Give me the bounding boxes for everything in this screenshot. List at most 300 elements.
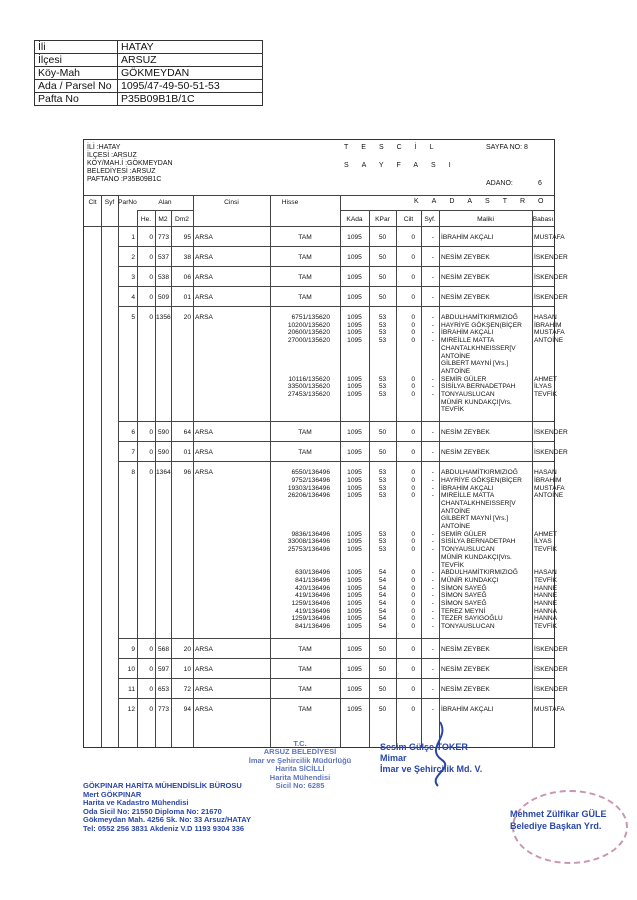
cell-hisse: 1259/136496 [291,615,330,623]
cell-babasi: İSKENDER [534,665,568,673]
parcel-info-table [34,40,263,106]
cell-cilt: 0 [411,600,415,607]
cell-cinsi: ARSA [195,254,213,261]
cell-kpar: 53 [378,469,387,477]
info-row [35,41,263,54]
info-value: HATAY [118,41,263,54]
cell-cilt: 0 [411,492,415,500]
cell-maliki: SEMİR GÜLER [441,530,487,538]
cell-hisse: 10116/135620 [288,375,330,383]
info-row [35,67,263,80]
cell-kada: 1095 [347,645,362,653]
cell-hisse: 20600/135620 [287,329,330,337]
signature-icon [420,718,460,788]
col-header-dm2: Dm2 [175,216,189,223]
column-divider [193,195,194,747]
cell-parno: 2 [131,254,135,261]
cell-kpar: 50 [378,429,387,437]
cell-kada: 1095 [347,314,362,321]
cell-syf2: - [431,469,434,477]
cell-syf2: - [431,546,434,554]
cell-cinsi: ARSA [195,294,213,301]
subheader-rule [137,210,193,211]
header-adano-value: 6 [538,180,542,187]
col-header-clt: Clt [88,199,97,206]
cell-cilt: 0 [411,584,415,592]
header-title-sayfasi: SAYFASI [344,162,464,169]
cell-cinsi: ARSA [195,469,213,477]
cell-parno: 5 [131,314,135,321]
cell-babasi: AHMET [534,375,558,383]
cell-cilt: 0 [411,469,415,477]
cell-maliki: GİLBERT MAYNİ [Vrs.] [441,515,509,523]
cell-syf2: - [431,685,434,693]
cell-hisse: TAM [298,449,312,457]
cell-dm2: 38 [183,254,191,261]
cell-maliki: İBRAHİM AKÇALI [441,329,494,337]
cell-kpar: 54 [378,592,387,600]
cell-parno: 7 [131,449,135,457]
cell-babasi: İBRAHİM [534,476,562,484]
cell-babasi: İSKENDER [534,429,568,437]
cell-babasi: İSKENDER [534,294,568,301]
cell-maliki: MÜNİR KUNDAKÇI [441,576,499,584]
col-header-kada: KAda [346,216,363,223]
cell-maliki: CHANTALKHNEISSER[V [441,499,516,507]
row-separator [118,698,554,699]
cell-m2: 597 [157,665,169,673]
cell-hisse: 841/136496 [295,576,330,584]
info-row [35,54,263,67]
cell-kpar: 53 [378,484,387,492]
cell-kada: 1095 [347,274,362,281]
cell-babasi: TEVFİK [534,623,558,631]
cell-maliki: TONYAUSLUCAN [441,391,495,398]
cell-maliki: HAYRİYE GÖKŞEN(BİÇER [441,321,522,329]
cell-m2: 1356 [156,314,171,321]
cell-kada: 1095 [347,383,362,391]
info-value: GÖKMEYDAN [118,67,263,80]
cell-kada: 1095 [347,321,362,329]
cell-cinsi: ARSA [195,665,213,673]
cell-cinsi: ARSA [195,645,213,653]
cell-maliki: İBRAHİM AKÇALI [441,484,494,492]
cell-kada: 1095 [347,538,362,546]
header-info-line: İLÇESİ :ARSUZ [87,152,137,159]
cell-cinsi: ARSA [195,705,213,713]
cell-kpar: 50 [378,645,387,653]
cell-kpar: 54 [378,623,387,631]
cell-kada: 1095 [347,476,362,484]
cell-kpar: 54 [378,576,387,584]
cell-maliki: NESİM ZEYBEK [441,274,490,281]
cell-kpar: 53 [378,329,387,337]
cell-maliki: MIREİLLE MATTA [441,492,495,500]
cell-syf2: - [431,623,434,631]
cell-cilt: 0 [411,705,415,713]
cell-kpar: 50 [378,274,387,281]
cell-kpar: 53 [378,391,387,398]
cell-maliki: MÜNİR KUNDAKÇI[Vrs. [441,553,512,561]
cell-babasi: İLYAS [534,383,552,391]
cell-babasi: MUSTAFA [534,484,565,492]
cell-maliki: GİLBERT MAYNİ [Vrs.] [441,360,509,368]
cell-maliki: ANTOİNE [441,352,471,360]
municipality-stamp-line: Harita Mühendisi [269,772,331,782]
cell-maliki: MIREİLLE MATTA [441,337,495,345]
cell-kpar: 54 [378,607,387,615]
cell-hisse: 25753/136496 [287,546,330,554]
company-stamp-line: Harita ve Kadastro Mühendisi [83,798,189,808]
cell-syf2: - [431,234,434,241]
cell-m2: 773 [157,234,169,241]
cell-syf2: - [431,321,434,329]
cell-cilt: 0 [411,476,415,484]
cell-babasi: ANTOİNE [534,337,564,345]
col-header-babasi: Babası [532,216,554,223]
cell-syf2: - [431,600,434,607]
cell-dm2: 64 [183,429,191,437]
cell-babasi: İSKENDER [534,685,568,693]
cell-babasi: TEVFİK [534,546,558,554]
cell-kada: 1095 [347,569,362,577]
municipality-stamp [230,740,370,790]
col-header-syf2: Syf. [424,216,436,223]
cell-kada: 1095 [347,484,362,492]
column-divider [101,195,102,747]
cell-syf2: - [431,530,434,538]
cell-dm2: 06 [183,274,191,281]
cell-hisse: TAM [298,685,312,693]
cell-kpar: 50 [378,294,387,301]
municipality-stamp-line: T.C. [293,739,307,748]
company-stamp-line: Mert GÖKPINAR [83,789,142,799]
cell-hisse: 6550/136496 [291,469,330,477]
cell-kpar: 53 [378,476,387,484]
cell-m2: 653 [157,685,169,693]
cell-cilt: 0 [411,538,415,546]
cell-hisse: 27453/135620 [287,391,330,398]
cell-cilt: 0 [411,234,415,241]
cell-maliki: MÜNİR KUNDAKÇI[Vrs. [441,398,512,406]
cell-maliki: NESİM ZEYBEK [441,685,490,693]
row-separator [118,658,554,659]
cell-kada: 1095 [347,600,362,607]
cell-dm2: 94 [183,705,191,713]
cell-dm2: 72 [183,685,191,693]
cell-maliki: TONYAUSLUCAN [441,546,495,554]
cell-kada: 1095 [347,576,362,584]
cell-maliki: TEZER SAYIGOĞLU [441,615,503,623]
cell-kpar: 53 [378,492,387,500]
cell-kada: 1095 [347,615,362,623]
cell-m2: 538 [157,274,169,281]
cell-syf2: - [431,569,434,577]
row-separator [118,461,554,462]
cell-kpar: 50 [378,449,387,457]
cell-kada: 1095 [347,449,362,457]
cell-dm2: 01 [183,294,191,301]
cell-cinsi: ARSA [195,429,213,437]
row-separator [118,266,554,267]
column-divider [439,210,440,747]
info-value: ARSUZ [118,54,263,67]
info-value: 1095/47-49-50-51-53 [118,80,263,93]
cell-he: 0 [149,685,153,693]
cell-syf2: - [431,375,434,383]
cell-kada: 1095 [347,685,362,693]
cell-syf2: - [431,274,434,281]
header-rule [84,195,554,196]
cell-babasi: HANNA [534,615,558,623]
cell-syf2: - [431,584,434,592]
cell-cilt: 0 [411,645,415,653]
info-key: Pafta No [35,93,118,106]
cell-syf2: - [431,449,434,457]
cell-he: 0 [149,274,153,281]
cell-cilt: 0 [411,569,415,577]
cell-maliki: İBRAHİM AKÇALI [441,234,494,241]
cell-hisse: 9836/136496 [291,530,330,538]
deputy-mayor-stamp-line: Mehmet Zülfikar GÜLE [510,809,607,819]
cell-kada: 1095 [347,607,362,615]
cell-kpar: 53 [378,530,387,538]
cell-babasi: İBRAHİM [534,321,562,329]
cell-maliki: ANTOİNE [441,507,471,515]
cell-babasi: HASAN [534,469,557,477]
cell-maliki: NESİM ZEYBEK [441,429,490,437]
cell-syf2: - [431,476,434,484]
cell-hisse: 26206/136496 [287,492,330,500]
cell-hisse: 419/136496 [295,592,330,600]
cell-kada: 1095 [347,254,362,261]
cell-cilt: 0 [411,254,415,261]
col-header-m2: M2 [158,216,168,223]
cell-he: 0 [149,705,153,713]
cell-cilt: 0 [411,337,415,345]
info-key: İli [35,41,118,54]
col-header-cilt2: Cilt [403,216,414,223]
cell-m2: 773 [157,705,169,713]
cell-syf2: - [431,329,434,337]
cell-babasi: İSKENDER [534,645,568,653]
cell-syf2: - [431,294,434,301]
cell-babasi: TEVFİK [534,576,558,584]
info-key: Ada / Parsel No [35,80,118,93]
cell-maliki: SİMON SAYEĞ [441,592,487,600]
cell-syf2: - [431,391,434,398]
cell-kada: 1095 [347,469,362,477]
cell-kpar: 53 [378,538,387,546]
cell-cilt: 0 [411,429,415,437]
cell-babasi: İSKENDER [534,274,568,281]
cell-babasi: HANNA [534,607,558,615]
cell-m2: 537 [157,254,169,261]
cell-babasi: HANNE [534,600,558,607]
subheader-rule [340,210,554,211]
cell-he: 0 [149,294,153,301]
cell-kada: 1095 [347,391,362,398]
cell-cilt: 0 [411,383,415,391]
cell-maliki: TONYAUSLUCAN [441,623,495,631]
cell-cilt: 0 [411,576,415,584]
cell-cilt: 0 [411,623,415,631]
info-key: İlçesi [35,54,118,67]
architect-stamp-line: Sesim Gülşe TOKER [380,742,468,752]
cell-kada: 1095 [347,546,362,554]
cell-cinsi: ARSA [195,449,213,457]
cell-hisse: TAM [298,429,312,437]
cell-hisse: 420/136496 [295,584,330,592]
cell-syf2: - [431,492,434,500]
cell-maliki: SİSİLYA BERNADETPAH [441,383,516,391]
cell-syf2: - [431,429,434,437]
info-key: Köy-Mah [35,67,118,80]
cell-babasi: MUSTAFA [534,705,565,713]
company-stamp-line: GÖKPINAR HARİTA MÜHENDİSLİK BÜROSU [83,781,242,790]
cell-hisse: 19303/136496 [287,484,330,492]
cell-hisse: 419/136496 [295,607,330,615]
cell-parno: 11 [128,685,135,693]
cell-maliki: SİMON SAYEĞ [441,600,487,607]
cell-cinsi: ARSA [195,274,213,281]
cell-kada: 1095 [347,375,362,383]
cell-parno: 3 [131,274,135,281]
header-info-line: PAFTANO :P35B09B1C [87,176,162,183]
cell-m2: 590 [157,449,169,457]
cell-maliki: TEVFİK [441,406,465,414]
cell-syf2: - [431,254,434,261]
cell-maliki: SİSİLYA BERNADETPAH [441,538,516,546]
cell-cilt: 0 [411,321,415,329]
municipality-stamp-line: İmar ve Şehircilik Müdürlüğü [248,755,352,765]
cell-syf2: - [431,383,434,391]
cell-kada: 1095 [347,623,362,631]
cell-syf2: - [431,615,434,623]
cell-babasi: MUSTAFA [534,329,565,337]
company-stamp-line: Gökmeydan Mah. 4256 Sk. No: 33 Arsuz/HATAY [83,815,251,825]
cell-cinsi: ARSA [195,234,213,241]
cell-cilt: 0 [411,546,415,554]
header-adano-label: ADANO: [486,180,513,187]
row-separator [118,246,554,247]
header-info-line: BELEDİYESİ :ARSUZ [87,168,156,175]
info-row [35,93,263,106]
cell-syf2: - [431,484,434,492]
cell-babasi: TEVFİK [534,391,558,398]
cell-kpar: 50 [378,254,387,261]
cell-dm2: 20 [183,314,191,321]
company-stamp [83,782,251,834]
header-title-tescil: TESCİL [344,144,447,151]
cell-babasi: İSKENDER [534,449,568,457]
cell-kpar: 54 [378,584,387,592]
cell-syf2: - [431,665,434,673]
cell-kada: 1095 [347,705,362,713]
col-header-parno: ParNo [118,199,137,206]
cell-parno: 6 [131,429,135,437]
cell-he: 0 [149,449,153,457]
cell-kpar: 53 [378,314,387,321]
cell-cilt: 0 [411,274,415,281]
cell-he: 0 [149,254,153,261]
info-value: P35B09B1B/1C [118,93,263,106]
cell-cinsi: ARSA [195,685,213,693]
header-kadastro: KADASTRO [414,198,557,205]
cell-kada: 1095 [347,234,362,241]
cell-hisse: TAM [298,645,312,653]
cell-cilt: 0 [411,607,415,615]
cell-cilt: 0 [411,685,415,693]
cell-syf2: - [431,705,434,713]
cell-kpar: 50 [378,685,387,693]
cell-maliki: TEREZ MEYNİ [441,607,486,615]
cell-maliki: ABDULHAMİTKIRMIZIOĞ [441,569,518,577]
company-stamp-line: Oda Sicil No: 21550 Diploma No: 21670 [83,806,222,816]
cell-babasi: HANNE [534,592,558,600]
cell-maliki: NESİM ZEYBEK [441,665,490,673]
cell-cilt: 0 [411,530,415,538]
cell-babasi: HASAN [534,314,557,321]
cell-kpar: 53 [378,546,387,554]
cell-kpar: 54 [378,569,387,577]
row-separator [118,286,554,287]
cell-kpar: 53 [378,337,387,345]
registry-page-frame [83,139,568,748]
cell-hisse: TAM [298,254,312,261]
cell-he: 0 [149,665,153,673]
architect-stamp-line: Mimar [380,753,407,763]
cell-kada: 1095 [347,592,362,600]
cell-dm2: 95 [183,234,191,241]
cell-cilt: 0 [411,449,415,457]
header-info-lines [87,144,173,184]
header-info-line: İLİ :HATAY [87,144,121,151]
cell-hisse: 630/136496 [295,569,330,577]
cell-syf2: - [431,607,434,615]
municipality-stamp-line: ARSUZ BELEDİYESİ [263,747,337,757]
municipality-stamp-line: Harita SİCİLLİ [275,764,325,774]
col-header-alan: Alan [158,199,172,206]
cell-syf2: - [431,576,434,584]
cell-dm2: 96 [183,469,191,477]
cell-hisse: 27000/135620 [287,337,330,345]
cell-maliki: ANTOİNE [441,367,471,375]
cell-kada: 1095 [347,665,362,673]
col-header-kpar: KPar [375,216,390,223]
municipality-stamp-line: Sicil No: 6285 [275,781,325,791]
cell-hisse: 9752/136496 [291,476,330,484]
cell-he: 0 [149,314,153,321]
cell-m2: 1364 [156,469,171,477]
row-separator [118,638,554,639]
cell-hisse: 33008/136496 [287,538,330,546]
cell-cilt: 0 [411,665,415,673]
cell-syf2: - [431,337,434,345]
cell-syf2: - [431,592,434,600]
cell-kpar: 50 [378,705,387,713]
cell-dm2: 01 [183,449,191,457]
cell-babasi: HANNE [534,584,558,592]
cell-kpar: 54 [378,600,387,607]
cell-cilt: 0 [411,484,415,492]
cell-hisse: 6751/135620 [291,314,330,321]
cell-he: 0 [149,469,153,477]
info-row [35,80,263,93]
cell-kada: 1095 [347,329,362,337]
cell-maliki: NESİM ZEYBEK [441,294,490,301]
cell-cilt: 0 [411,615,415,623]
